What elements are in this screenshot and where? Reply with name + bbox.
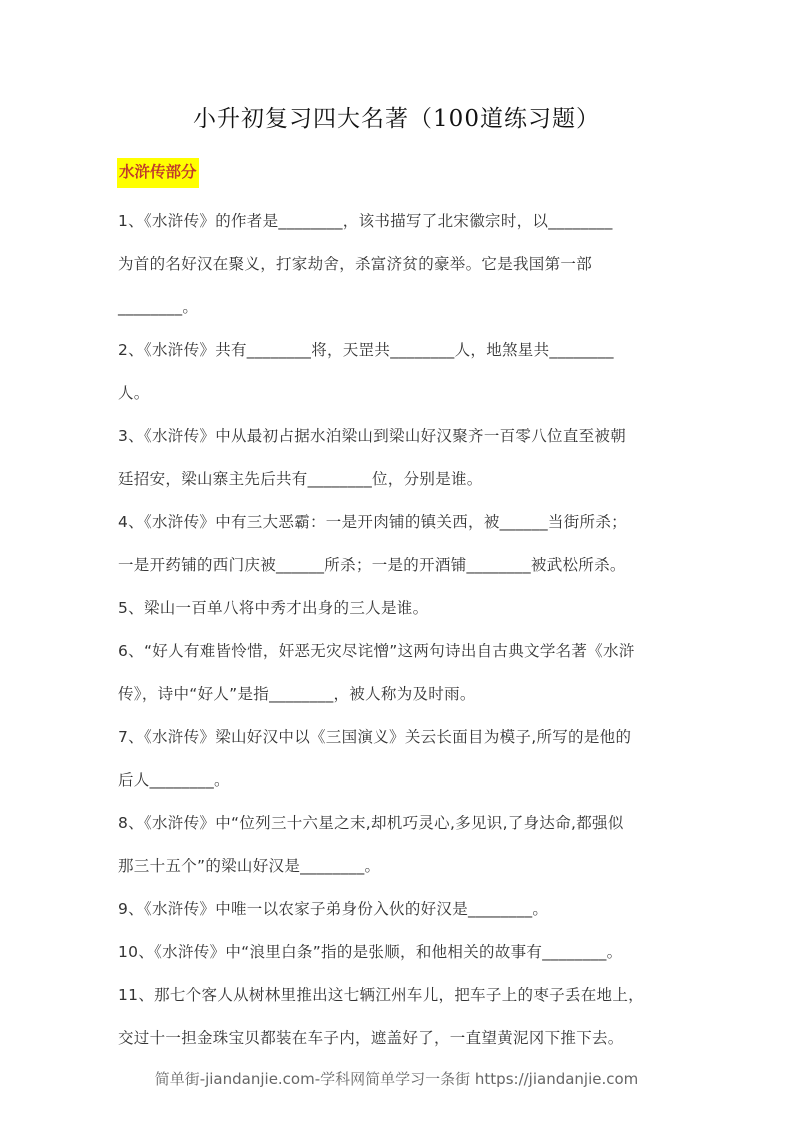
question-line: 8、《水浒传》中“位列三十六星之末,却机巧灵心,多见识,了身达命,都强似 xyxy=(118,814,624,832)
question-line: 1、《水浒传》的作者是________，该书描写了北宋徽宗时，以________ xyxy=(118,212,613,230)
question-line: 4、《水浒传》中有三大恶霸：一是开肉铺的镇关西，被______当街所杀； xyxy=(118,513,627,531)
question-line: 11、那七个客人从树林里推出这七辆江州车儿，把车子上的枣子丢在地上， xyxy=(118,986,644,1004)
question-line: 那三十五个”的梁山好汉是________。 xyxy=(118,857,381,875)
question-line: 一是开药铺的西门庆被______所杀；一是的开酒铺________被武松所杀。 xyxy=(118,556,626,574)
question-line: 交过十一担金珠宝贝都装在车子内，遮盖好了，一直望黄泥冈下推下去。 xyxy=(118,1029,624,1047)
question-line: 9、《水浒传》中唯一以农家子弟身份入伙的好汉是________。 xyxy=(118,900,549,918)
footer-watermark: 简单街-jiandanjie.com-学科网简单学习一条街 https://jiandanjie.com xyxy=(154,1070,639,1088)
question-line: 7、《水浒传》梁山好汉中以《三国演义》关云长面目为模子,所写的是他的 xyxy=(118,728,632,746)
question-line: 传》，诗中“好人”是指________，被人称为及时雨。 xyxy=(118,685,476,703)
question-line: 为首的名好汉在聚义，打家劫舍，杀富济贫的豪举。它是我国第一部 xyxy=(118,255,593,273)
question-line: 5、梁山一百单八将中秀才出身的三人是谁。 xyxy=(118,599,429,617)
section-heading: 水浒传部分 xyxy=(117,158,199,188)
question-line: 廷招安，梁山寨主先后共有________位，分别是谁。 xyxy=(118,470,483,488)
question-line: 10、《水浒传》中“浪里白条”指的是张顺，和他相关的故事有________。 xyxy=(118,943,623,961)
question-line: ________。 xyxy=(118,298,199,316)
question-list xyxy=(118,200,678,1060)
question-line: 3、《水浒传》中从最初占据水泊梁山到梁山好汉聚齐一百零八位直至被朝 xyxy=(118,427,627,445)
question-line: 人。 xyxy=(118,384,150,402)
question-line: 6、“好人有难皆怜惜，奸恶无灾尽诧憎”这两句诗出自古典文学名著《水浒 xyxy=(118,642,635,660)
document-title: 小升初复习四大名著（100道练习题） xyxy=(193,106,600,132)
question-line: 后人________。 xyxy=(118,771,230,789)
question-line: 2、《水浒传》共有________将，天罡共________人，地煞星共________ xyxy=(118,341,614,359)
